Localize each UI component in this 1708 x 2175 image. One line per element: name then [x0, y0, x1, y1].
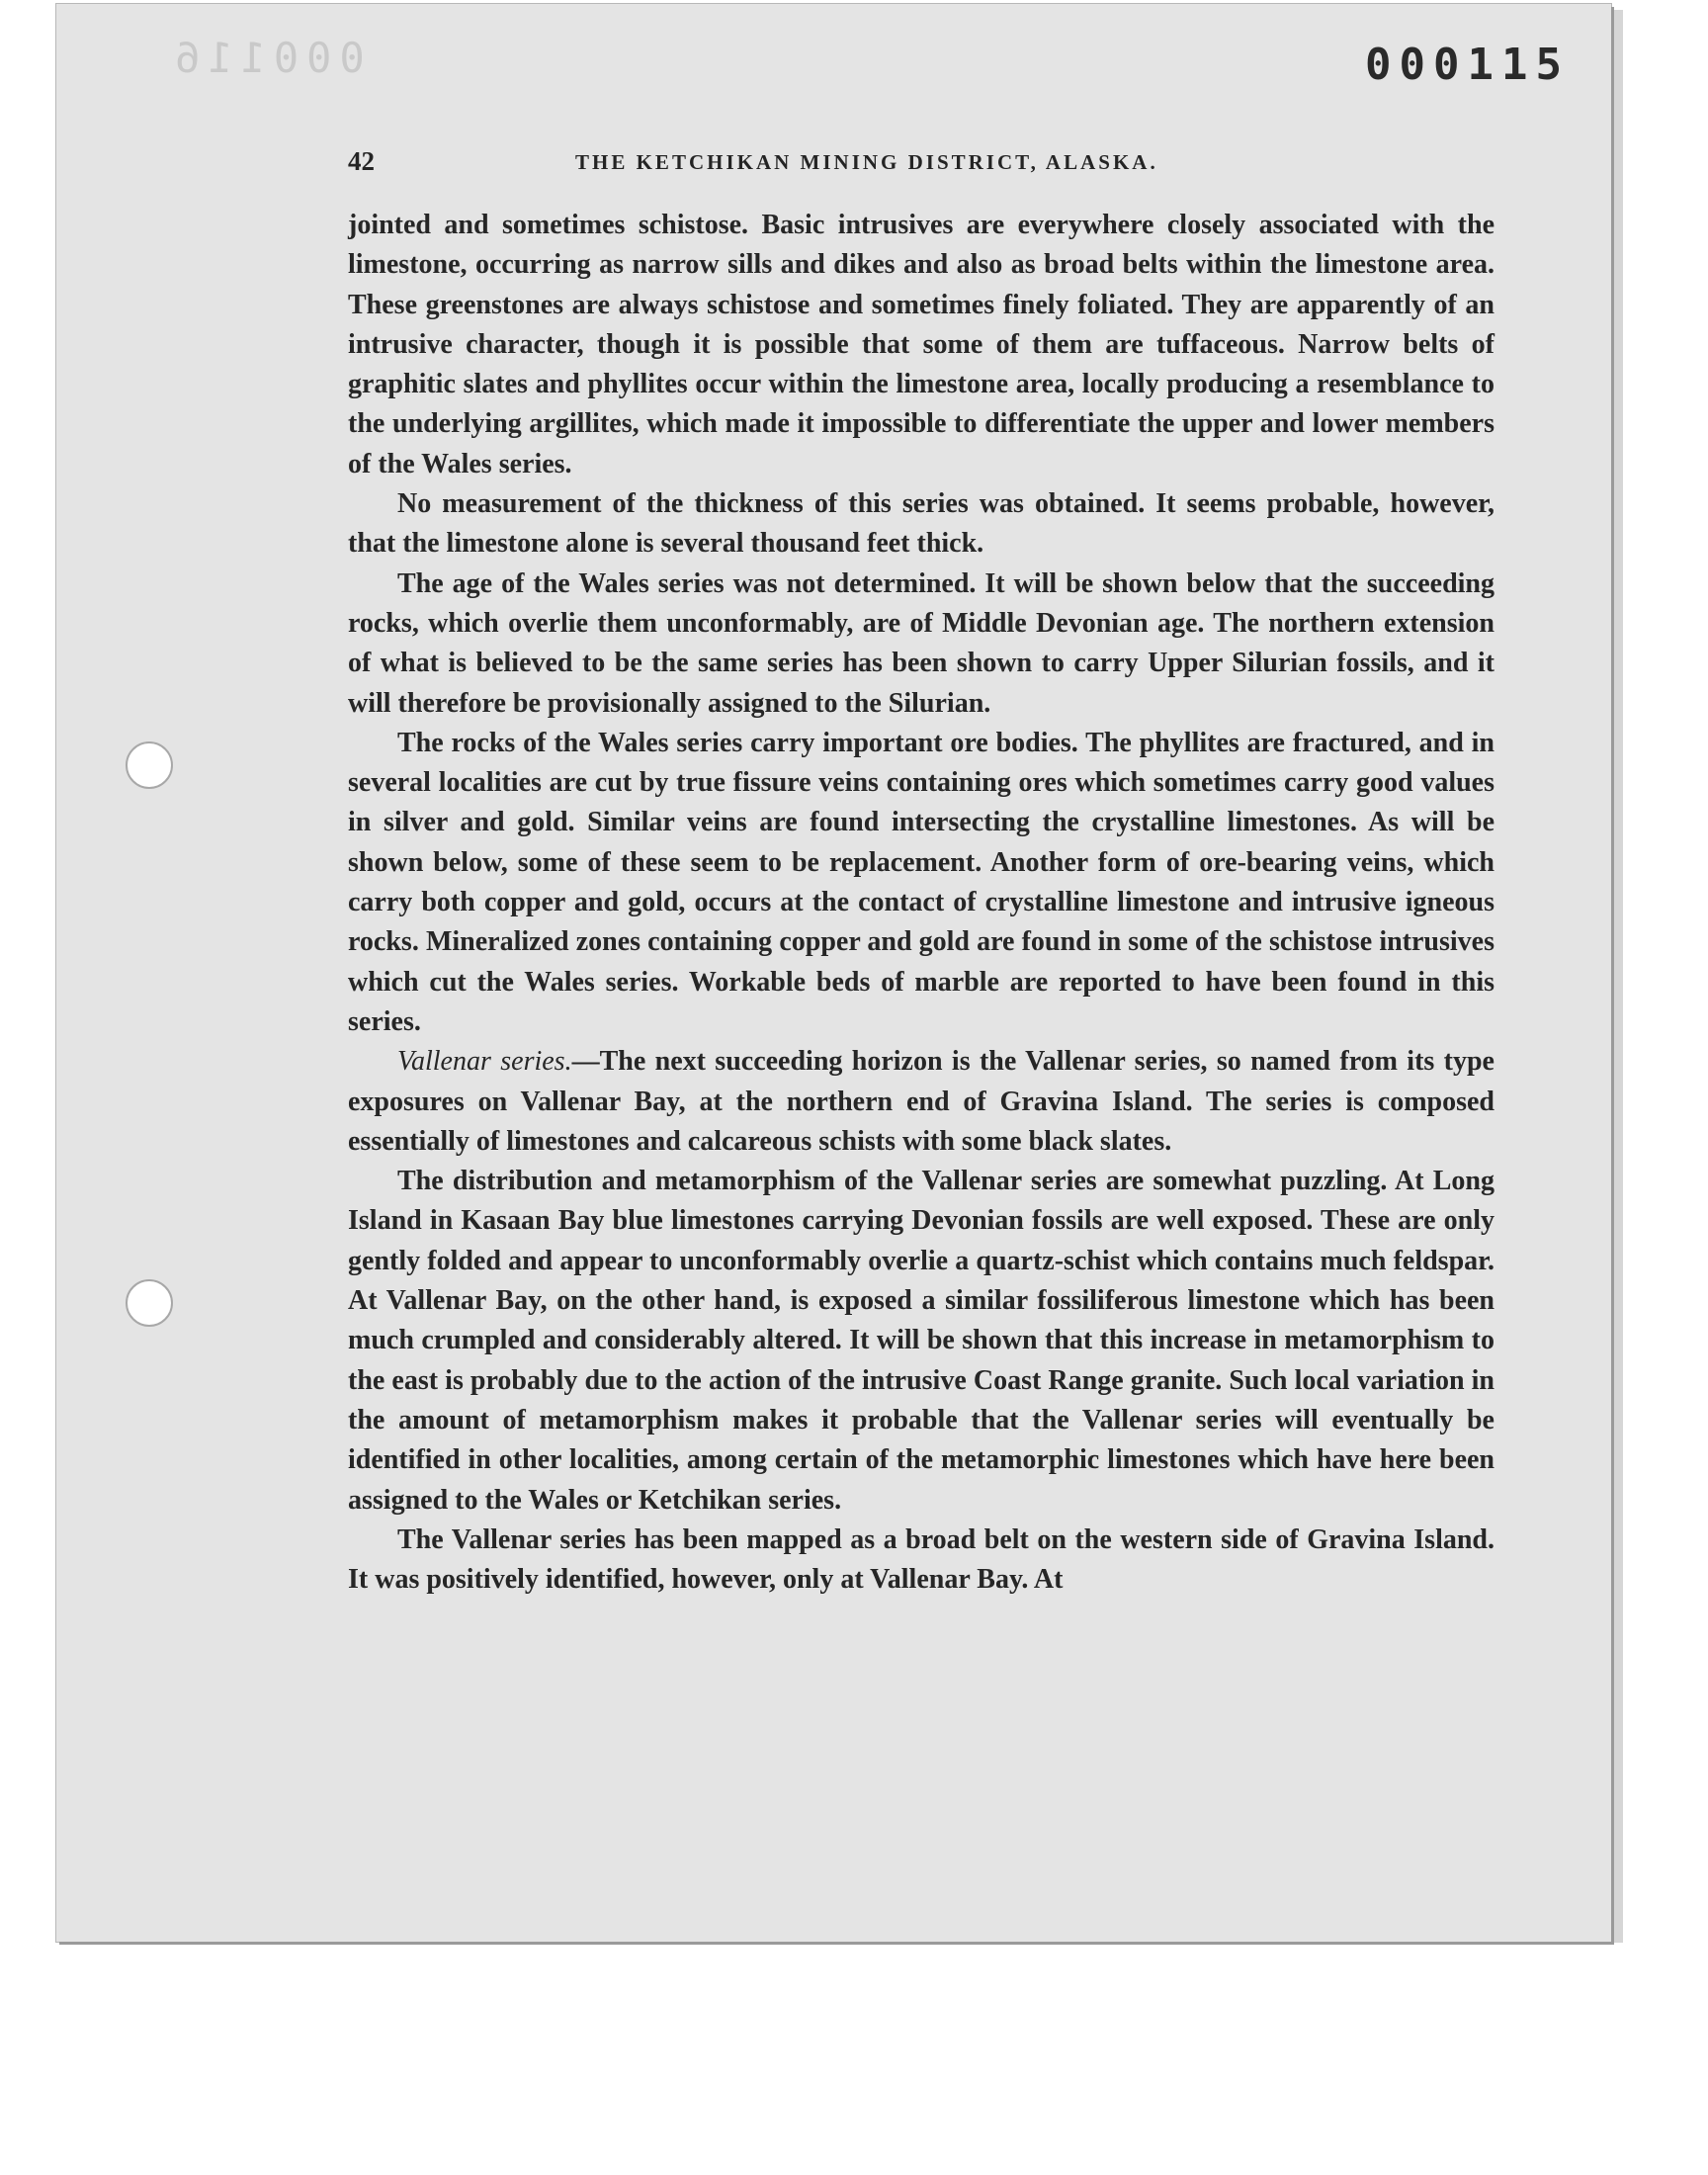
paragraph-ore-bodies: The rocks of the Wales series carry important ore bodies. The phyllites are fractured, and in several localities are cut by true fissure veins containing ores which sometimes carry good values in silver and gold. Similar veins are found intersecting the crystalline limestones. As will be shown below, some of these seem to be replacement. Another form of ore-bearing veins, which carry both copper and gold, occurs at the contact of crystalline limestone and intrusive igneous rocks. Mineralized zones containing copper and gold are found in some of the schistose intrusives which cut the Wales series. Workable beds of marble are reported to have been found in this series. — [348, 727, 1494, 1037]
paragraph-vallenar-series — [348, 1042, 1494, 1162]
bates-stamp: 000115 — [1365, 40, 1570, 90]
page-number: 42 — [348, 146, 375, 176]
paragraph-age: The age of the Wales series was not determined. It will be shown below that the succeeding rocks, which overlie them unconformably, are of Middle Devonian age. The northern extension of what is believed to be the same series has been shown to carry Upper Silurian fossils, and it will therefore be provisionally assigned to the Silurian. — [348, 567, 1494, 719]
run-in-heading: Vallenar series. — [397, 1046, 572, 1078]
paragraph-continued: jointed and sometimes schistose. Basic intrusives are everywhere closely associated with the limestone, occurring as narrow sills and dikes and also as broad belts within the limestone area. These greenstones are always schistose and sometimes finely foliated. They are apparently of an intrusive character, though it is possible that some of them are tuffaceous. Narrow belts of graphitic slates and phyllites occur within the limestone area, locally producing a resemblance to the underlying argillites, which made it impossible to differentiate the upper and lower members of the Wales series. — [348, 210, 1494, 479]
paragraph-thickness: No measurement of the thickness of this series was obtained. It seems probable, however, that the limestone alone is several thousand feet thick. — [348, 488, 1494, 560]
underlying-page-edge — [1611, 10, 1623, 1943]
paragraph-distribution: The distribution and metamorphism of the Vallenar series are somewhat puzzling. At Long Island in Kasaan Bay blue limestones carrying Devonian fossils are well exposed. These are only gently folded and appear to unconformably overlie a quartz-schist which contains much feldspar. At Vallenar Bay, on the other hand, is exposed a similar fossiliferous limestone which has been much crumpled and considerably altered. It will be shown that this increase in metamorphism to the east is probably due to the action of the intrusive Coast Range granite. Such local variation in the amount of metamorphism makes it probable that the Vallenar series will eventually be identified in other localities, among certain of the metamorphic limestones which have here been assigned to the Wales or Ketchikan series. — [348, 1166, 1494, 1516]
running-title: THE KETCHIKAN MINING DISTRICT, ALASKA. — [575, 150, 1158, 174]
body-text — [348, 206, 1494, 1600]
paragraph-vallenar-text: —The next succeeding horizon is the Vallenar series, so named from its type exposures on Vallenar Bay, at the northern end of Gravina Island. The series is composed essentially of limestones and calcareous schists with some black slates. — [348, 1046, 1494, 1157]
bleed-through-stamp: 000116 — [167, 34, 365, 82]
punch-hole-lower — [126, 1279, 173, 1327]
page-header — [348, 146, 1494, 186]
paragraph-mapping: The Vallenar series has been mapped as a broad belt on the western side of Gravina Island. It was positively identified, however, only at Vallenar Bay. At — [348, 1523, 1494, 1596]
punch-hole-upper — [126, 741, 173, 789]
